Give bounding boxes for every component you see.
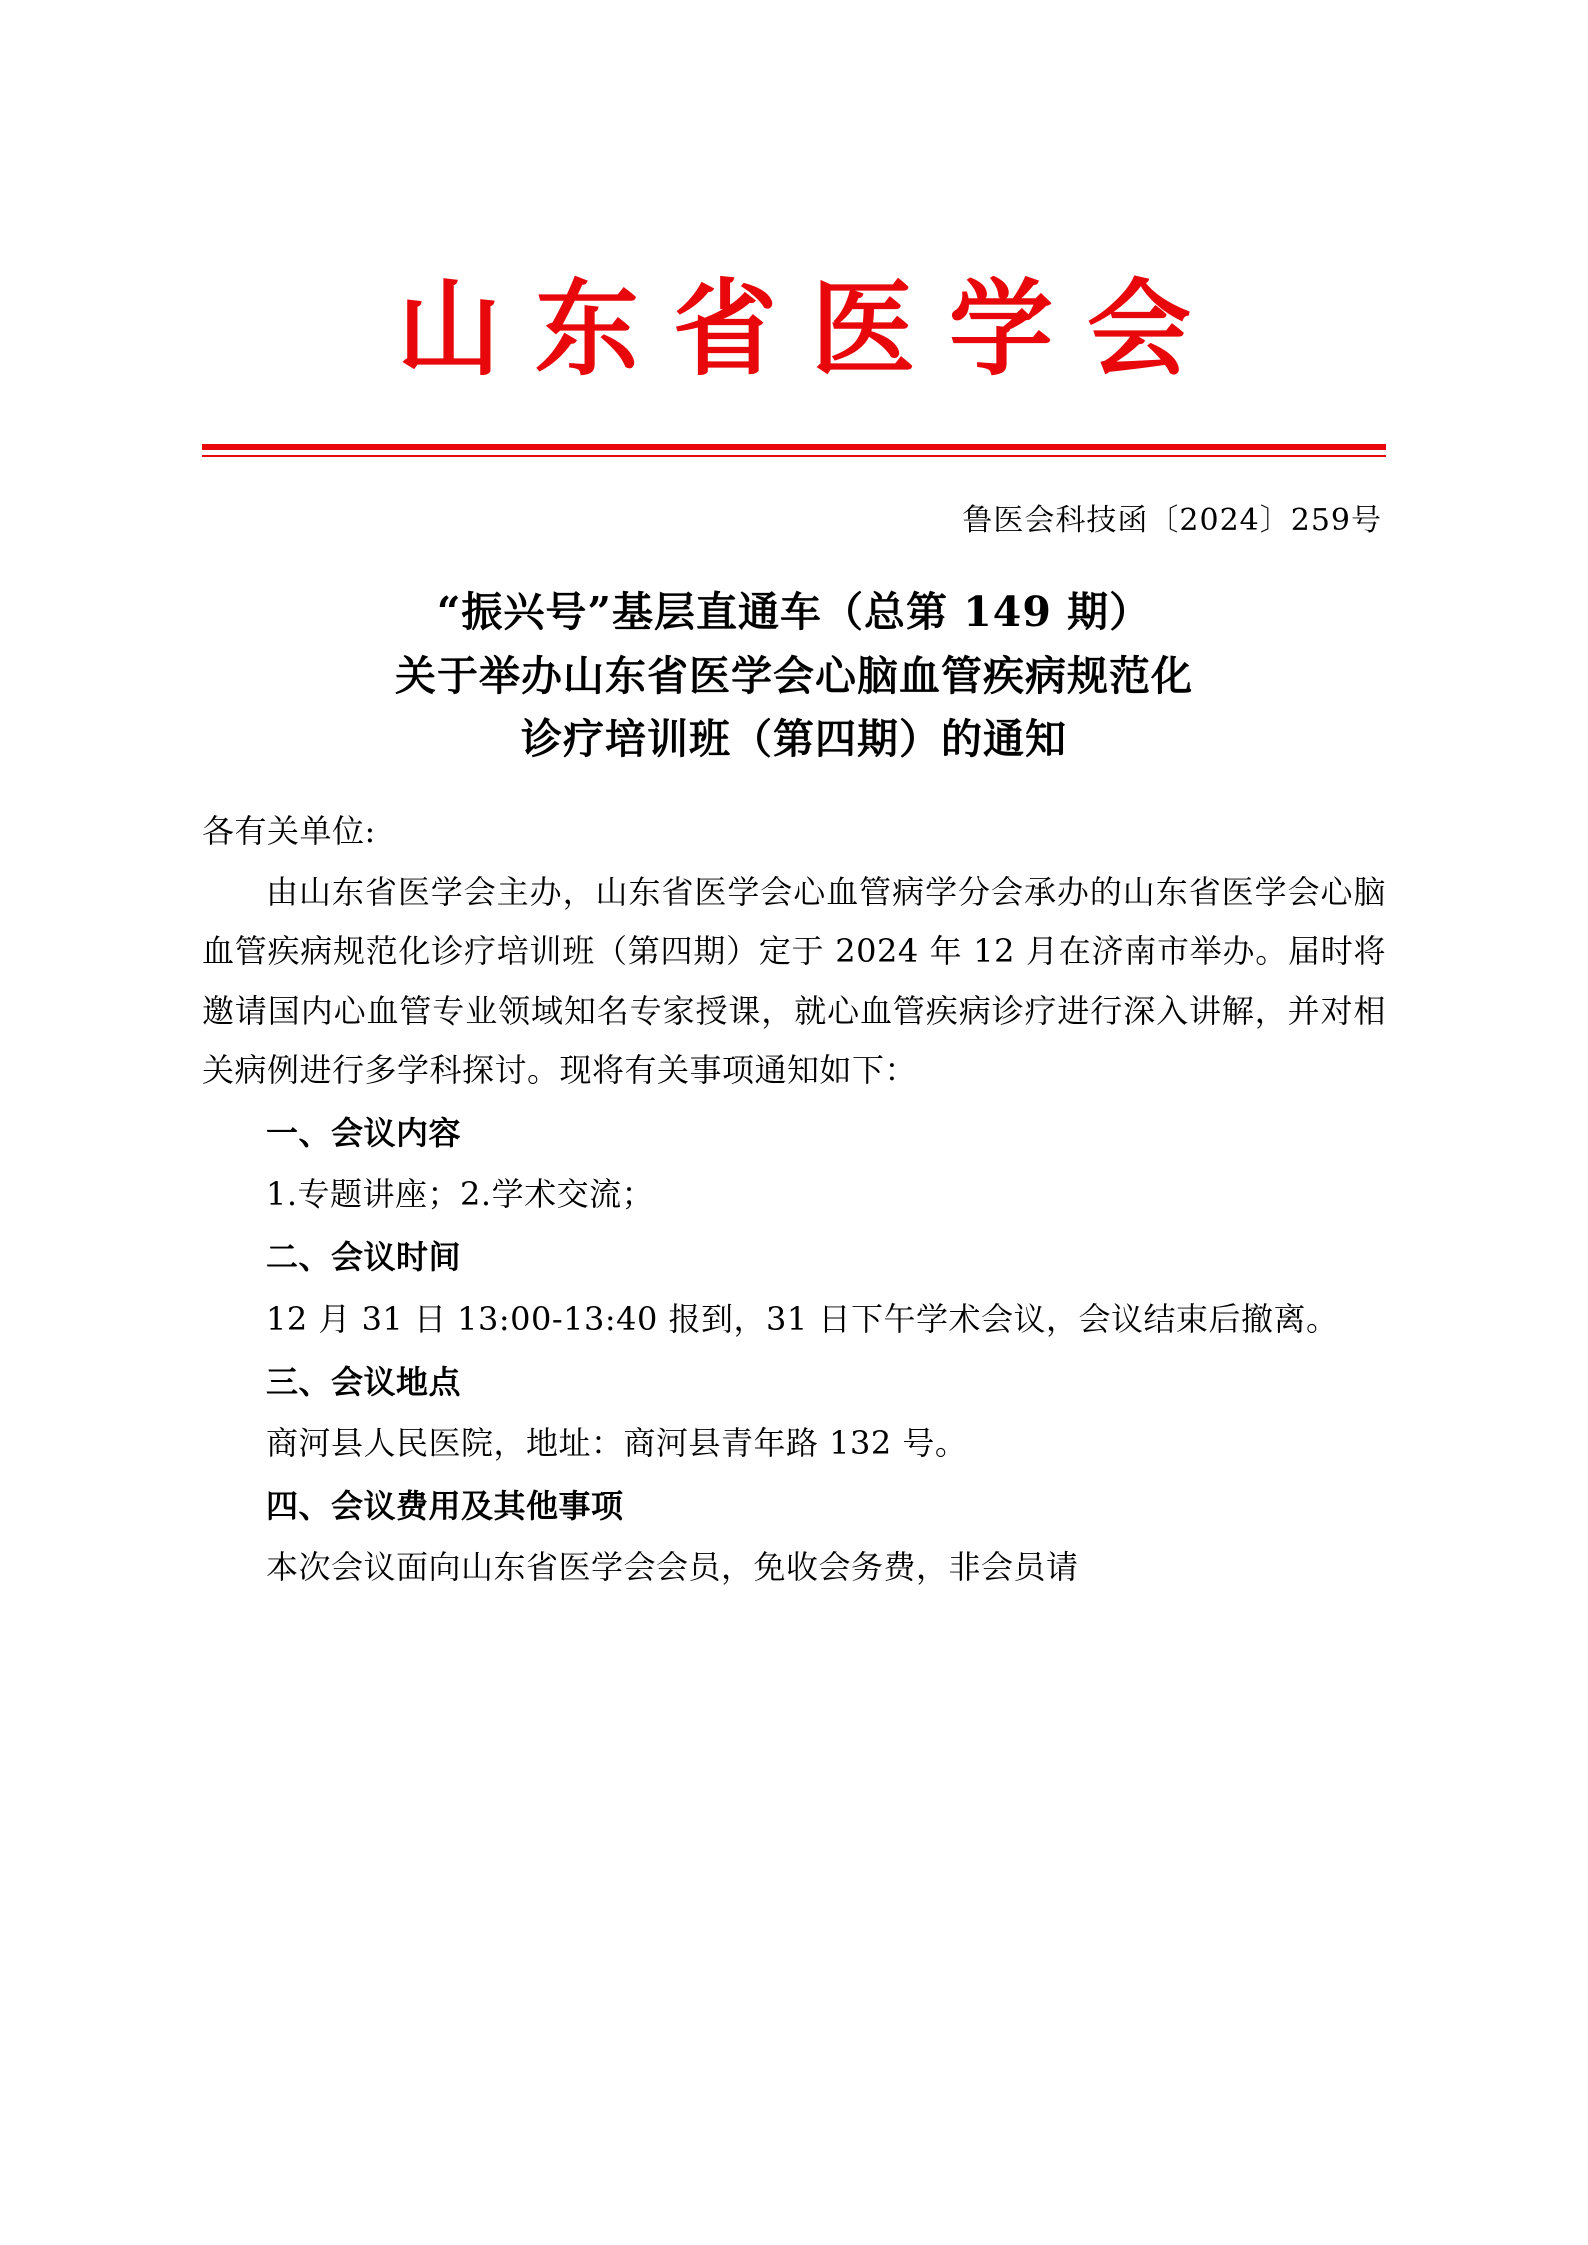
document-title-line-2: 关于举办山东省医学会心脑血管疾病规范化 xyxy=(395,651,1193,700)
document-number: 鲁医会科技函〔2024〕259号 xyxy=(962,503,1382,539)
section-body-4: 本次会议面向山东省医学会会员，免收会务费，非会员请 xyxy=(266,1548,1079,1587)
letterhead-rule xyxy=(202,444,1386,457)
section-heading-2: 二、会议时间 xyxy=(266,1238,462,1277)
section-body-2: 12 月 31 日 13:00-13:40 报到，31 日下午学术会议，会议结束后撤离。 xyxy=(266,1299,1339,1338)
document-title-line-3: 诊疗培训班（第四期）的通知 xyxy=(521,715,1067,764)
section-heading-3: 三、会议地点 xyxy=(266,1362,462,1401)
letterhead-rule-thin xyxy=(202,455,1386,457)
document-title xyxy=(202,581,1386,772)
section-heading-1: 一、会议内容 xyxy=(266,1113,462,1152)
section-body-3: 商河县人民医院，地址：商河县青年路 132 号。 xyxy=(266,1423,968,1462)
salutation: 各有关单位: xyxy=(202,812,376,851)
letterhead-rule-thick xyxy=(202,444,1386,450)
section-body-1: 1.专题讲座；2.学术交流； xyxy=(266,1175,655,1214)
document-body xyxy=(202,802,1386,1597)
intro-paragraph: 由山东省医学会主办，山东省医学会心血管病学分会承办的山东省医学会心脑血管疾病规范化诊疗培训班（第四期）定于 2024 年 12 月在济南市举办。届时将邀请国内心血管专业领域知名专家授课，就心血管疾病诊疗进行深入讲解，并对相关病例进行多学科探讨。现将有关事项通知如下： xyxy=(202,873,1386,1089)
organization-title: 山东省医学会 xyxy=(396,267,1225,390)
document-title-line-1: “振兴号”基层直通车（总第 149 期） xyxy=(436,588,1152,637)
section-heading-4: 四、会议费用及其他事项 xyxy=(266,1487,624,1526)
letterhead xyxy=(202,0,1386,457)
